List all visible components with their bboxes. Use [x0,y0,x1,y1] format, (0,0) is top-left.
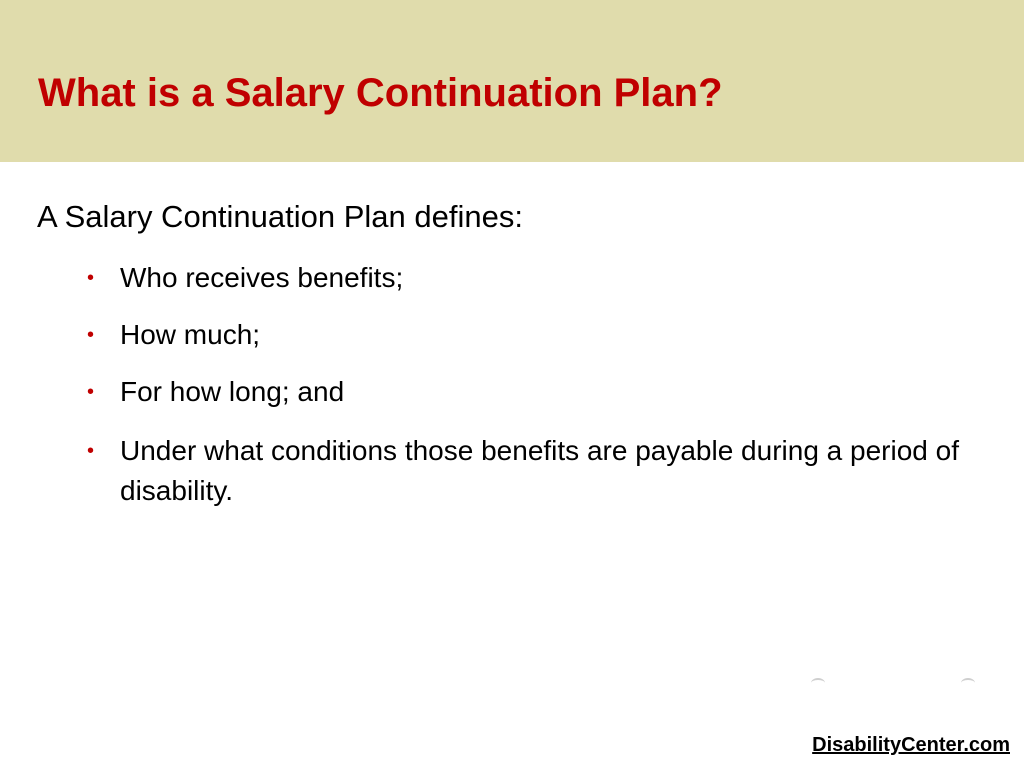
bullet-icon: • [87,324,95,346]
bullet-icon: • [87,381,95,403]
bullet-text: How much; [120,319,261,350]
bullet-text: Under what conditions those benefits are payable during a period of disability. [120,435,959,506]
bullet-icon: • [87,267,95,289]
slide-title: What is a Salary Continuation Plan? [38,71,723,115]
lead-text: A Salary Continuation Plan defines: [37,199,523,234]
bullet-icon: • [87,440,95,462]
footer-link-disability-center[interactable]: DisabilityCenter.com [812,734,1010,756]
bullet-text: For how long; and [120,376,345,407]
decorative-arc-left [811,678,825,688]
decorative-arc-right [961,678,975,688]
title-band [0,0,1024,162]
bullet-text: Who receives benefits; [120,262,404,293]
